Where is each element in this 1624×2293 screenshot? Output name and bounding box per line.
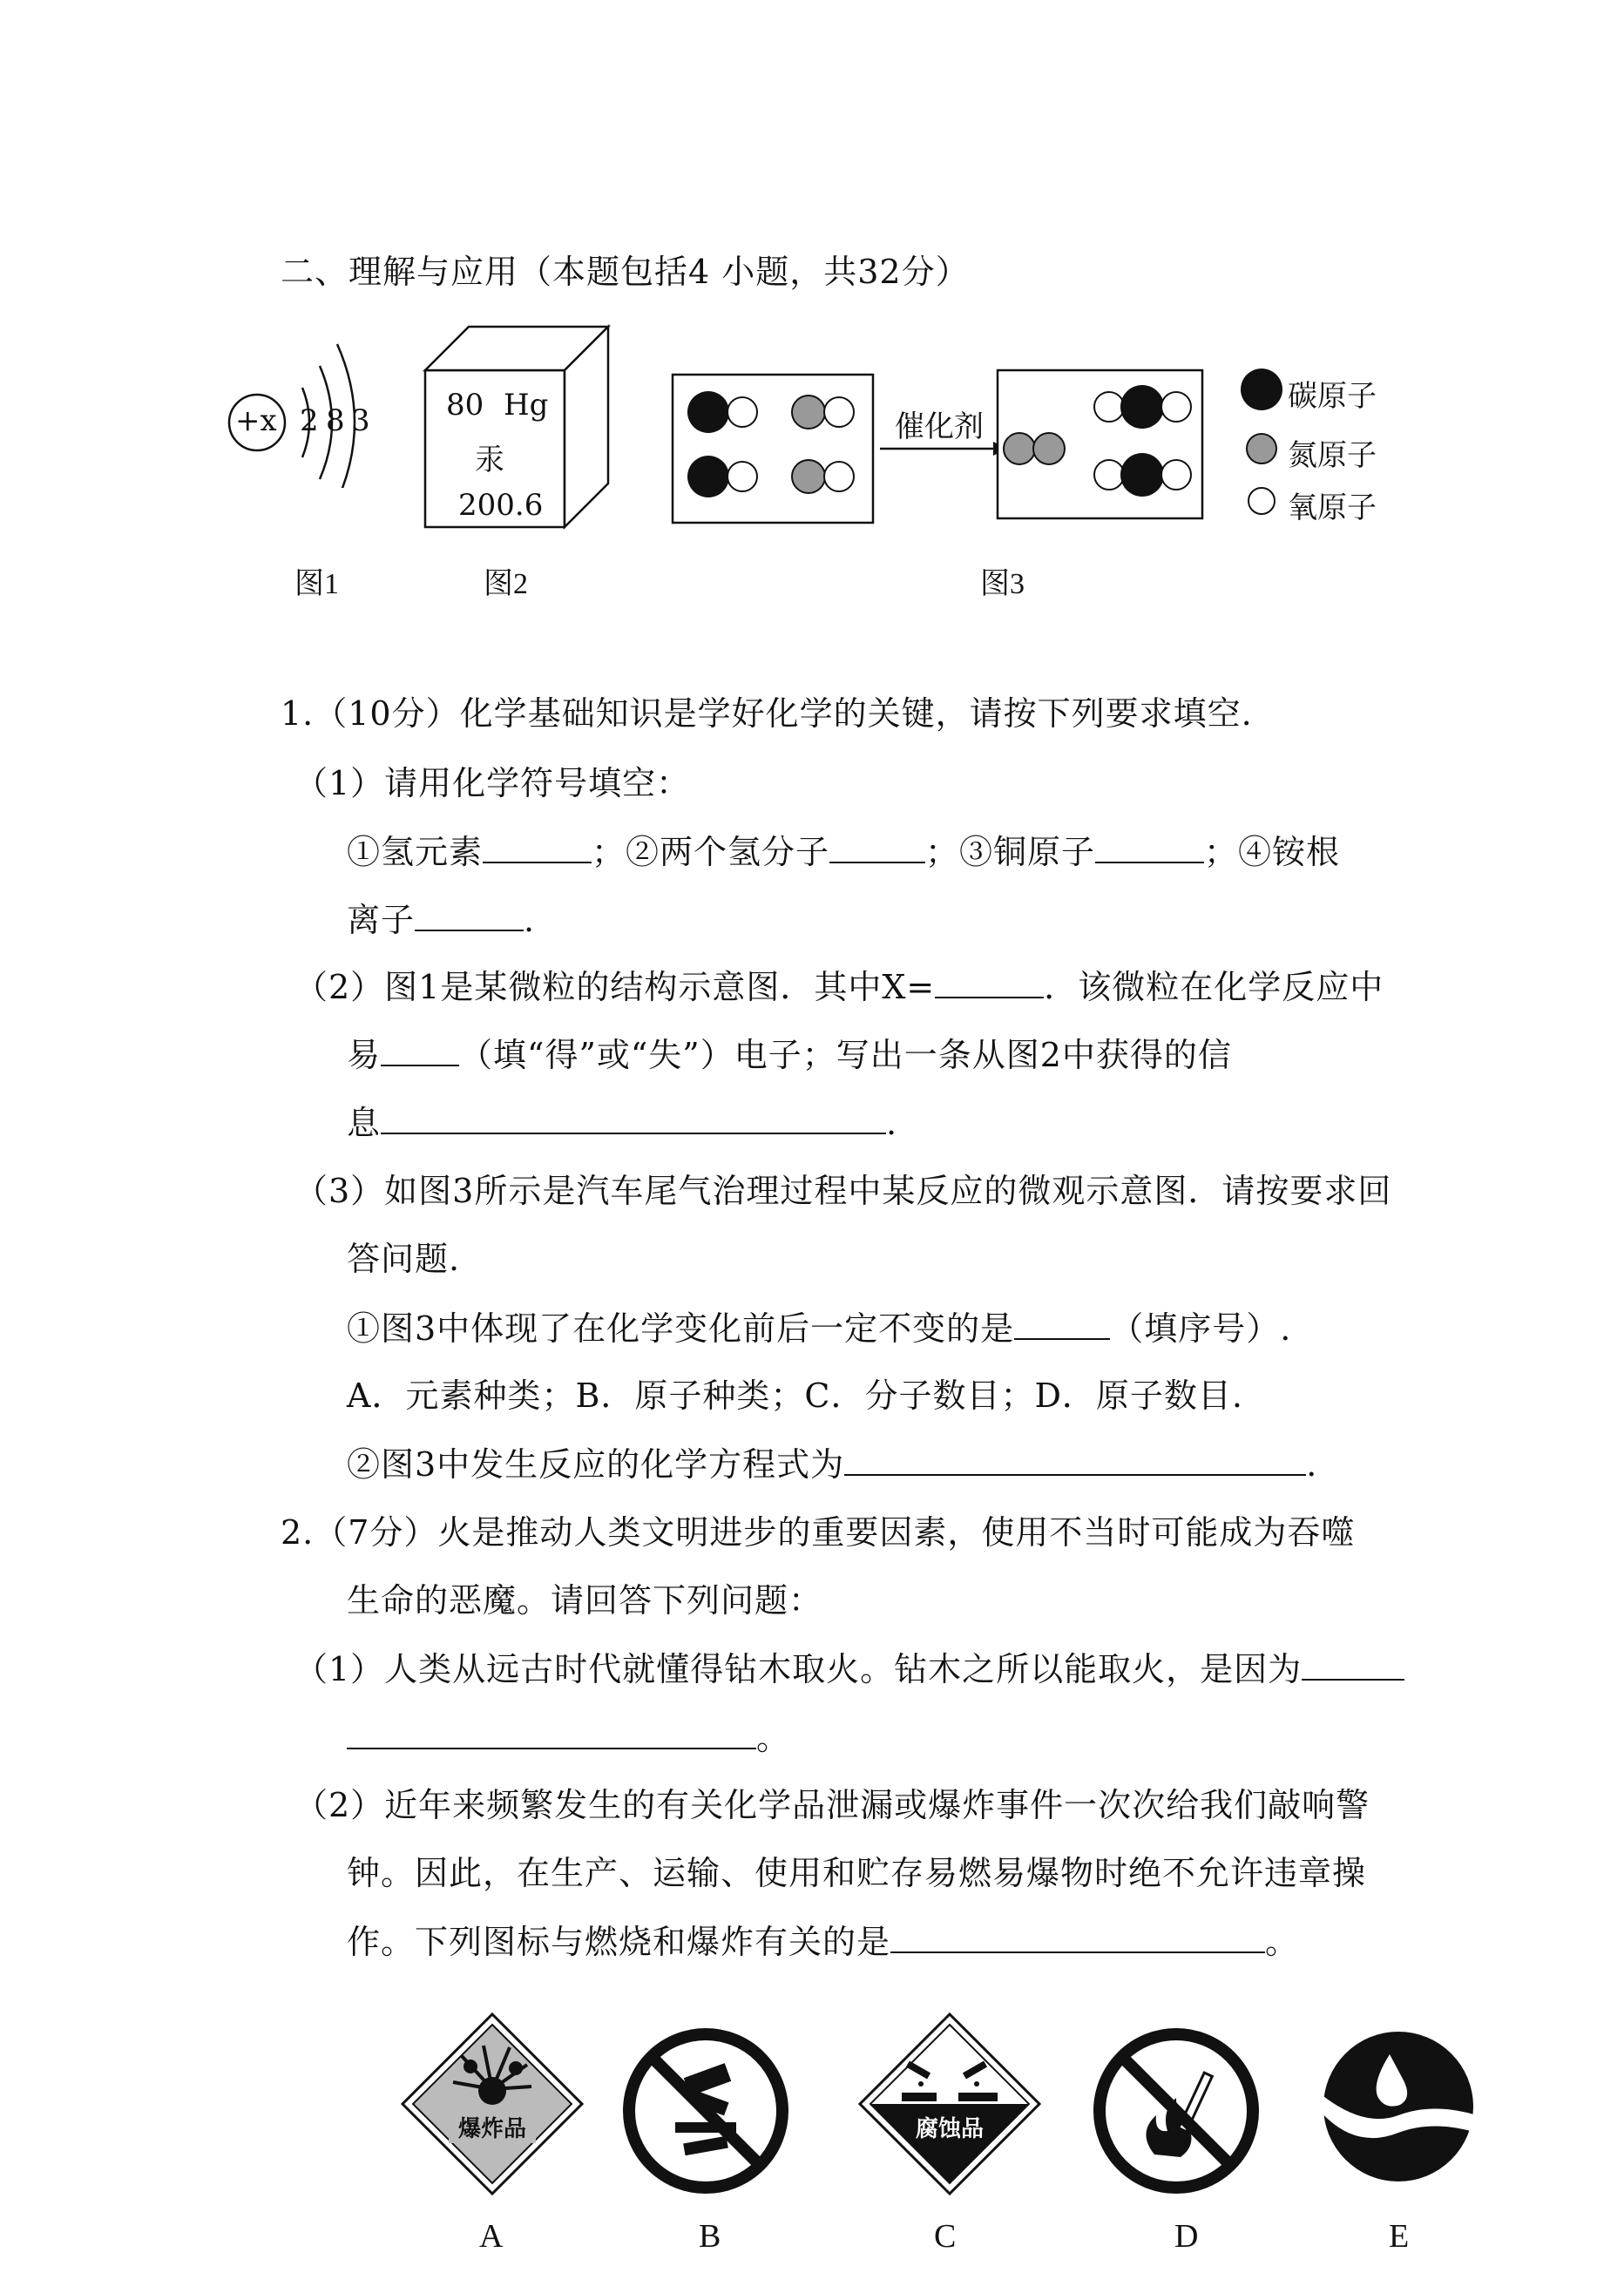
figure-3-caption: 图3 bbox=[980, 568, 1025, 600]
q1-item-ammonium: ；④铵根 bbox=[1204, 833, 1341, 871]
section-title: 二、理解与应用（本题包括4 小题，共32分） bbox=[281, 253, 970, 291]
q1-part2-text-b: ．该微粒在化学反应中 bbox=[1044, 968, 1384, 1006]
answer-blank[interactable] bbox=[890, 1922, 1265, 1953]
q1-part3-line2: 答问题. bbox=[347, 1240, 461, 1278]
q2-part1-line2 bbox=[347, 1718, 790, 1757]
q1-part2-text-d: （填“得”或“失”）电子；写出一条从图2中获得的信 bbox=[459, 1036, 1232, 1074]
period: . bbox=[886, 1104, 898, 1142]
q1-part1-items bbox=[347, 832, 1340, 871]
legend-oxygen-atom: 氧原子 bbox=[1288, 490, 1377, 525]
sign-a-text: 爆炸品 bbox=[458, 2116, 527, 2142]
q1-item-copper-atom: ；③铜原子 bbox=[925, 833, 1096, 871]
answer-blank[interactable] bbox=[1302, 1649, 1404, 1681]
answer-blank-info[interactable] bbox=[381, 1103, 886, 1134]
element-symbol: Hg bbox=[504, 388, 549, 423]
q1-part3-text-d: （填序号）. bbox=[1110, 1309, 1292, 1348]
q2-part2-line3 bbox=[347, 1922, 1299, 1961]
figure-1-caption: 图1 bbox=[294, 568, 339, 600]
sign-a-letter: A bbox=[479, 2218, 504, 2255]
sign-a-explosive-icon bbox=[401, 2012, 584, 2195]
answer-blank[interactable] bbox=[829, 832, 925, 863]
catalyst-label: 催化剂 bbox=[895, 409, 984, 444]
q1-part1-continuation bbox=[347, 900, 535, 939]
q1-part1-instruction: （1）请用化学符号填空： bbox=[294, 764, 691, 802]
sign-e-letter: E bbox=[1389, 2218, 1410, 2255]
legend-carbon-atom: 碳原子 bbox=[1288, 379, 1377, 414]
q1-part2-text-e: 息 bbox=[347, 1104, 382, 1142]
answer-blank[interactable] bbox=[415, 900, 524, 931]
answer-blank[interactable] bbox=[483, 832, 592, 863]
atomic-number: 80 bbox=[446, 388, 484, 423]
q1-part3-text-e: ②图3中发生反应的化学方程式为 bbox=[347, 1445, 845, 1484]
q1-part2-line1 bbox=[294, 967, 1384, 1006]
atomic-mass: 200.6 bbox=[458, 488, 544, 523]
legend-nitrogen-atom: 氮原子 bbox=[1288, 438, 1377, 473]
sign-c-corrosive-icon bbox=[858, 2012, 1041, 2195]
element-name: 汞 bbox=[475, 443, 504, 477]
answer-blank-x[interactable] bbox=[935, 967, 1044, 998]
sign-c-letter: C bbox=[934, 2218, 957, 2255]
q1-part2-line2 bbox=[347, 1035, 1232, 1074]
period: 。 bbox=[1265, 1923, 1300, 1961]
q1-part3-line1: （3）如图3所示是汽车尾气治理过程中某反应的微观示意图．请按要求回 bbox=[294, 1172, 1392, 1210]
period: 。 bbox=[756, 1719, 791, 1757]
answer-blank[interactable] bbox=[1095, 832, 1204, 863]
shell-1-electrons: 2 bbox=[300, 403, 319, 438]
sign-d-letter: D bbox=[1174, 2218, 1199, 2255]
figure-2-caption: 图2 bbox=[484, 568, 528, 600]
sign-e-water-saving-icon bbox=[1320, 2028, 1477, 2185]
q1-item-hydrogen-element: ①氢元素 bbox=[347, 833, 484, 871]
q2-part2-line2: 钟。因此，在生产、运输、使用和贮存易燃易爆物时绝不允许违章操 bbox=[347, 1854, 1367, 1892]
nucleus-label: +x bbox=[235, 403, 277, 438]
sign-c-text: 腐蚀品 bbox=[916, 2116, 985, 2142]
answer-blank-equation[interactable] bbox=[844, 1444, 1306, 1476]
q2-part2-line1: （2）近年来频繁发生的有关化学品泄漏或爆炸事件一次次给我们敲响警 bbox=[294, 1786, 1370, 1824]
answer-blank-gain-lose[interactable] bbox=[381, 1035, 459, 1066]
sign-b-prohibition-icon bbox=[623, 2028, 788, 2194]
q1-part2-text-c: 易 bbox=[347, 1036, 382, 1074]
answer-blank[interactable] bbox=[347, 1718, 756, 1749]
q1-part3-line5 bbox=[347, 1444, 1317, 1484]
q1-part3-line3 bbox=[347, 1309, 1291, 1348]
figure-1-atom-structure bbox=[222, 314, 405, 488]
q1-part3-text-c: ①图3中体现了在化学变化前后一定不变的是 bbox=[347, 1309, 1015, 1348]
shell-3-electrons: 3 bbox=[351, 403, 370, 438]
question-2-stem-line1: 2.（7分）火是推动人类文明进步的重要因素，使用不当时可能成为吞噬 bbox=[281, 1513, 1356, 1552]
period: . bbox=[524, 901, 536, 939]
q1-item-two-hydrogen-molecules: ；②两个氢分子 bbox=[592, 833, 830, 871]
q1-part2-line3 bbox=[347, 1103, 897, 1142]
answer-blank-sequence[interactable] bbox=[1014, 1309, 1110, 1340]
sign-d-no-fire-icon bbox=[1093, 2028, 1259, 2194]
q1-ion-label: 离子 bbox=[347, 901, 416, 939]
q1-part2-text: （2）图1是某微粒的结构示意图．其中X= bbox=[294, 968, 936, 1006]
q2-part1-text: （1）人类从远古时代就懂得钻木取火。钻木之所以能取火，是因为 bbox=[294, 1650, 1303, 1688]
sign-b-letter: B bbox=[699, 2218, 721, 2255]
q1-part3-options: A．元素种类；B．原子种类；C．分子数目；D．原子数目. bbox=[347, 1376, 1243, 1415]
shell-2-electrons: 8 bbox=[326, 403, 345, 438]
question-2-stem-line2: 生命的恶魔。请回答下列问题： bbox=[347, 1581, 823, 1620]
q2-part2-text: 作。下列图标与燃烧和爆炸有关的是 bbox=[347, 1923, 891, 1961]
question-1-stem: 1.（10分）化学基础知识是学好化学的关键，请按下列要求填空. bbox=[281, 694, 1253, 733]
q2-part1-line1 bbox=[294, 1649, 1404, 1688]
period: . bbox=[1306, 1445, 1318, 1484]
